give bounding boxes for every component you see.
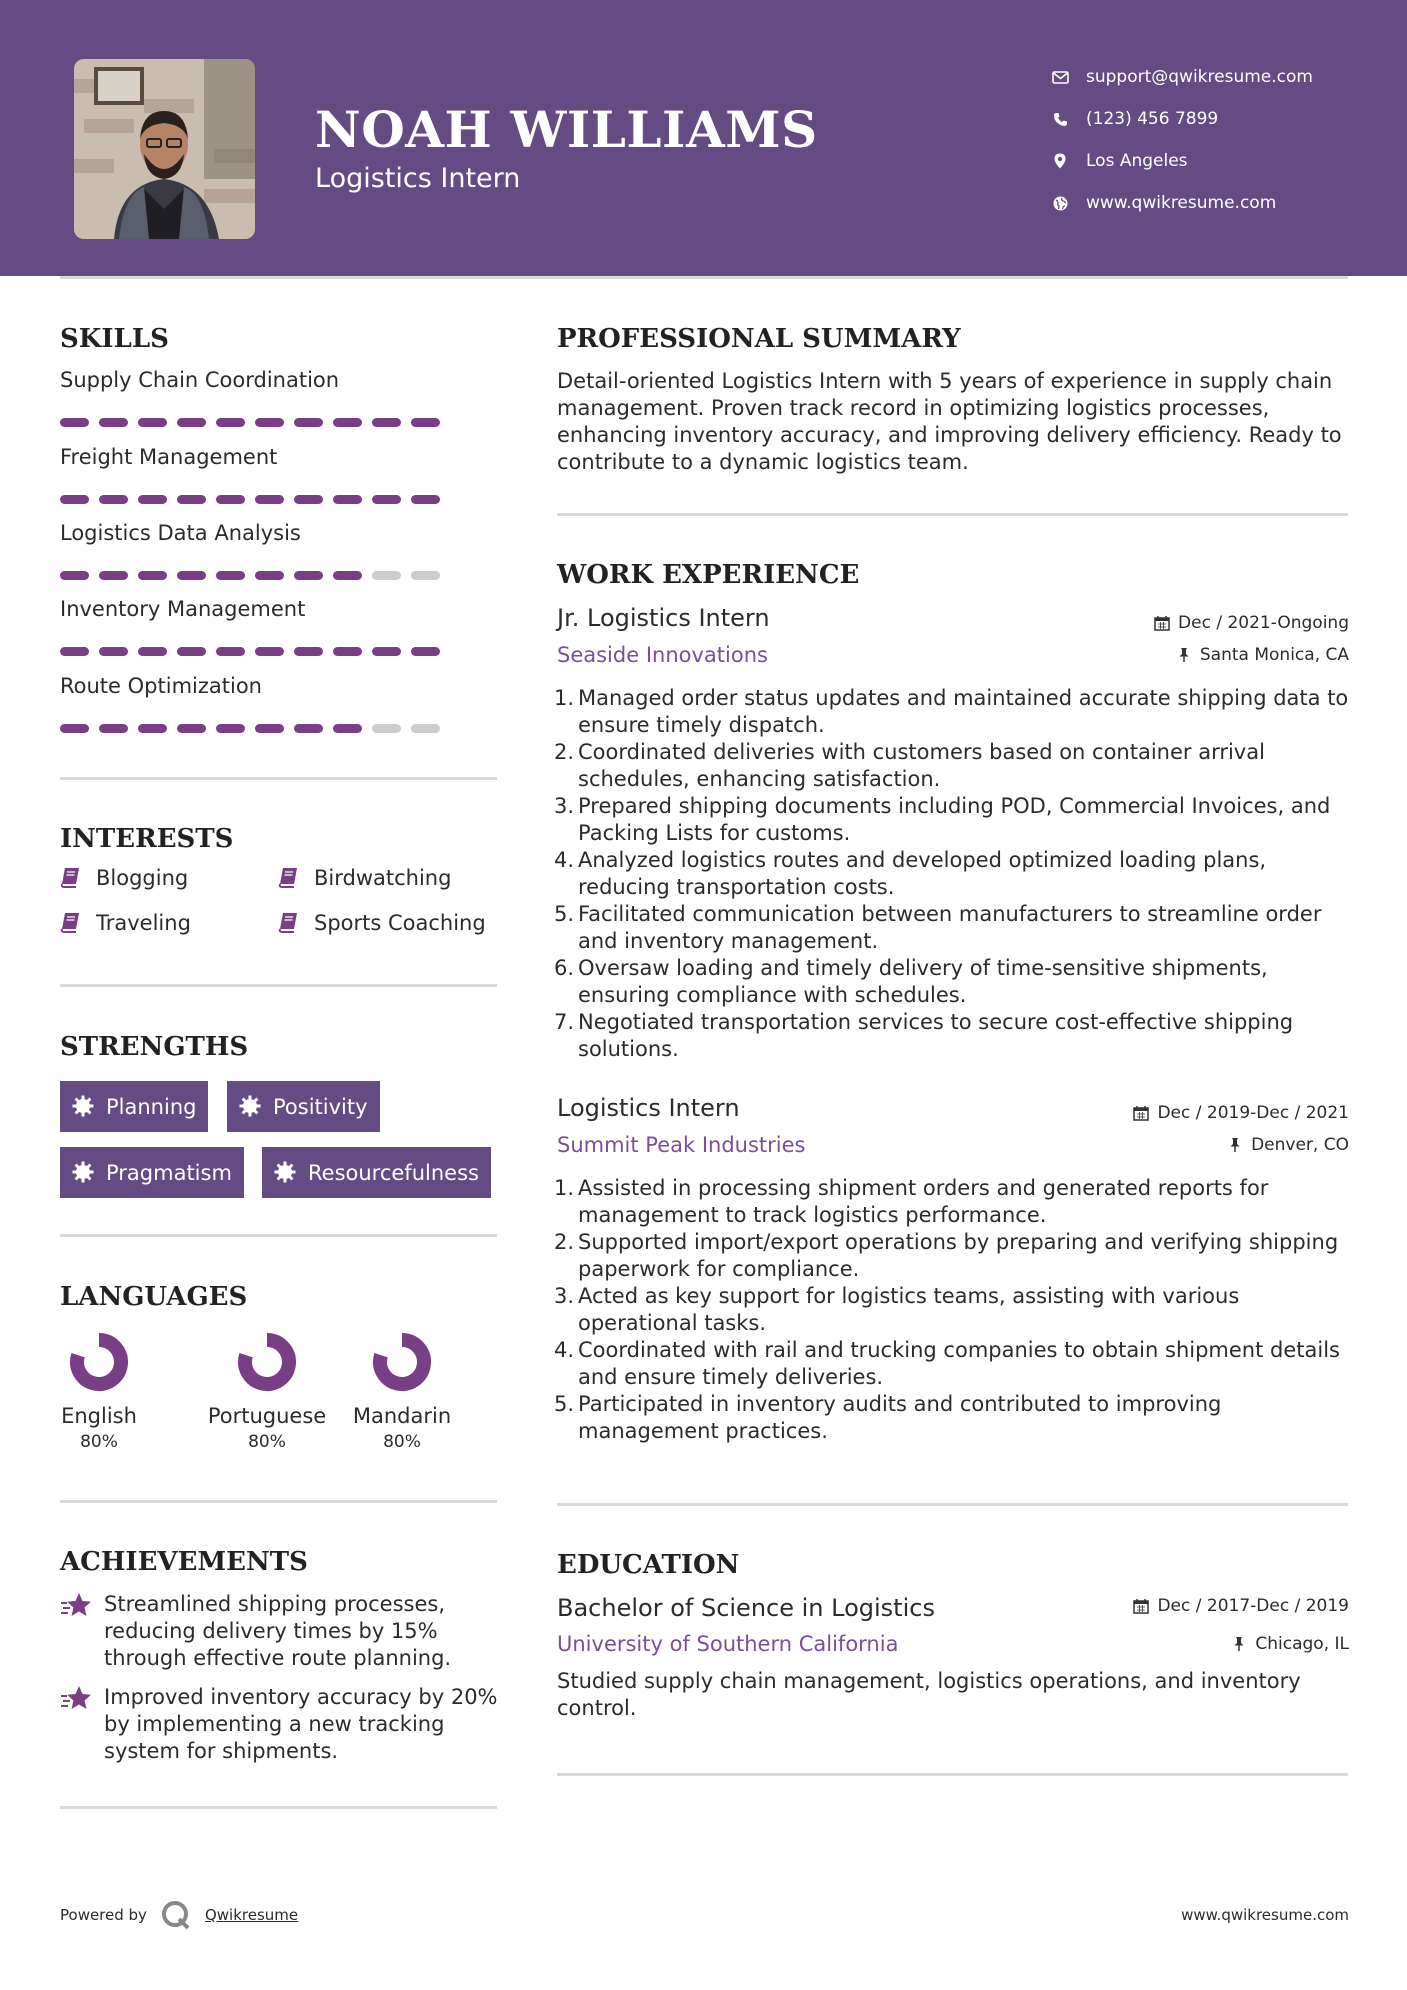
contact-location-text: Los Angeles (1086, 151, 1188, 171)
skill-item (60, 445, 460, 504)
globe-icon (1050, 193, 1070, 213)
skill-name: Logistics Data Analysis (60, 521, 301, 545)
contact-phone[interactable] (1050, 98, 1313, 140)
job-bullet (550, 955, 1350, 1009)
skill-rating (60, 418, 460, 427)
contact-website[interactable] (1050, 182, 1313, 224)
job-date (1154, 613, 1349, 633)
bullet-text: Assisted in processing shipment orders and generated reports for management to track logistics performance. (578, 1176, 1269, 1227)
education-date (1133, 1596, 1349, 1616)
education-location-text: Chicago, IL (1255, 1634, 1349, 1654)
summary-heading: PROFESSIONAL SUMMARY (557, 324, 961, 354)
rating-dash-filled (138, 571, 167, 580)
bullet-number: 4. (553, 1338, 574, 1362)
profile-photo (74, 59, 255, 239)
interest-label: Birdwatching (314, 866, 452, 890)
rating-dash-empty (411, 571, 440, 580)
language-item (332, 1330, 472, 1452)
language-name: Mandarin (352, 1404, 452, 1428)
language-name: Portuguese (207, 1404, 327, 1428)
section-divider (557, 1503, 1348, 1506)
language-item (29, 1330, 169, 1452)
brand-link[interactable]: Qwikresume (204, 1906, 299, 1924)
pushpin-icon (1231, 1636, 1247, 1652)
language-name: English (61, 1404, 137, 1428)
rating-dash-filled (216, 724, 245, 733)
education-location (1231, 1634, 1349, 1654)
footer-powered-by (60, 1900, 298, 1930)
rating-dash-filled (216, 647, 245, 656)
interest-item (60, 866, 188, 890)
rating-dash-filled (294, 724, 323, 733)
star-badge-icon (60, 1684, 92, 1714)
rating-dash-filled (177, 724, 206, 733)
rating-dash-filled (216, 495, 245, 504)
rating-dash-filled (99, 571, 128, 580)
job-bullet (550, 1337, 1350, 1391)
strength-tag (60, 1147, 244, 1198)
achievement-text: Streamlined shipping processes, reducing delivery times by 15% through effective route planning. (104, 1592, 452, 1670)
job-bullet (550, 1175, 1350, 1229)
rating-dash-filled (411, 495, 440, 504)
contact-website-text: www.qwikresume.com (1086, 193, 1277, 213)
strength-tag (60, 1081, 208, 1132)
gear-icon (239, 1095, 263, 1119)
bullet-text: Acted as key support for logistics teams, assisting with various operational tasks. (578, 1284, 1240, 1335)
section-divider (60, 777, 497, 780)
languages-heading: LANGUAGES (60, 1282, 248, 1312)
skill-item (60, 597, 460, 656)
contact-phone-text: (123) 456 7899 (1086, 109, 1219, 129)
interest-item (60, 911, 191, 935)
book-icon (278, 911, 302, 935)
section-divider (60, 1500, 497, 1503)
rating-dash-filled (333, 647, 362, 656)
rating-dash-filled (60, 418, 89, 427)
rating-dash-filled (177, 647, 206, 656)
strength-label: Positivity (273, 1094, 368, 1119)
skill-rating (60, 571, 460, 580)
achievement-item (60, 1684, 500, 1765)
bullet-text: Negotiated transportation services to secure cost-effective shipping solutions. (578, 1010, 1294, 1061)
calendar-icon (1133, 1105, 1149, 1121)
bullet-text: Oversaw loading and timely delivery of time-sensitive shipments, ensuring compliance with schedules. (578, 956, 1268, 1007)
calendar-icon (1133, 1598, 1149, 1614)
school-name: University of Southern California (557, 1632, 899, 1656)
gear-icon (72, 1095, 96, 1119)
rating-dash-filled (99, 418, 128, 427)
star-badge-icon (60, 1591, 92, 1621)
bullet-number: 4. (553, 848, 574, 872)
skill-name: Freight Management (60, 445, 278, 469)
skill-rating (60, 724, 460, 733)
bullet-text: Analyzed logistics routes and developed optimized loading plans, reducing transportation costs. (578, 848, 1267, 899)
language-percent: 80% (80, 1432, 118, 1452)
job-bullet (550, 1391, 1350, 1445)
job-location-text: Denver, CO (1251, 1135, 1349, 1155)
gear-icon (72, 1161, 96, 1185)
rating-dash-filled (99, 495, 128, 504)
rating-dash-empty (372, 571, 401, 580)
envelope-icon (1050, 67, 1070, 87)
contact-email-text: support@qwikresume.com (1086, 67, 1313, 87)
powered-by-label: Powered by (60, 1906, 147, 1924)
rating-dash-filled (60, 571, 89, 580)
interest-label: Sports Coaching (314, 911, 486, 935)
job-date-text: Dec / 2021-Ongoing (1178, 613, 1349, 633)
bullet-number: 1. (553, 1176, 574, 1200)
company-name: Summit Peak Industries (557, 1133, 806, 1157)
achievements-heading: ACHIEVEMENTS (60, 1547, 308, 1577)
strength-label: Resourcefulness (308, 1160, 479, 1185)
bullet-number: 7. (553, 1010, 574, 1034)
rating-dash-filled (294, 495, 323, 504)
bullet-text: Coordinated deliveries with customers based on container arrival schedules, enhancing satisfaction. (578, 740, 1265, 791)
job-date (1133, 1103, 1349, 1123)
rating-dash-filled (99, 724, 128, 733)
achievement-text: Improved inventory accuracy by 20% by implementing a new tracking system for shipments. (104, 1685, 498, 1763)
language-level-ring (370, 1330, 434, 1394)
rating-dash-filled (99, 647, 128, 656)
rating-dash-filled (333, 495, 362, 504)
job-bullets (550, 1175, 1350, 1445)
bullet-number: 1. (553, 686, 574, 710)
skill-rating (60, 495, 460, 504)
section-divider (557, 513, 1348, 516)
job-bullets (550, 685, 1350, 1063)
bullet-number: 2. (553, 1230, 574, 1254)
section-divider (60, 1806, 497, 1809)
rating-dash-filled (177, 571, 206, 580)
interest-item (278, 866, 451, 890)
qwikresume-logo-icon (161, 1900, 191, 1930)
bullet-text: Supported import/export operations by preparing and verifying shipping paperwork for compliance. (578, 1230, 1339, 1281)
job-location (1227, 1135, 1349, 1155)
rating-dash-filled (333, 571, 362, 580)
interests-heading: INTERESTS (60, 824, 234, 854)
pushpin-icon (1227, 1137, 1243, 1153)
skill-item (60, 674, 460, 733)
bullet-number: 5. (553, 902, 574, 926)
rating-dash-empty (372, 724, 401, 733)
language-level-ring (235, 1330, 299, 1394)
job-bullet (550, 901, 1350, 955)
job-bullet (550, 1009, 1350, 1063)
bullet-number: 3. (553, 1284, 574, 1308)
rating-dash-filled (294, 418, 323, 427)
skill-name: Supply Chain Coordination (60, 368, 340, 392)
skill-rating (60, 647, 460, 656)
rating-dash-filled (294, 647, 323, 656)
skills-heading: SKILLS (60, 324, 169, 354)
rating-dash-filled (411, 647, 440, 656)
job-bullet (550, 1283, 1350, 1337)
bullet-text: Participated in inventory audits and contributed to improving management practices. (578, 1392, 1222, 1443)
contact-list (1050, 56, 1313, 224)
job-title: Logistics Intern (557, 1094, 740, 1122)
calendar-icon (1154, 615, 1170, 631)
language-percent: 80% (248, 1432, 286, 1452)
section-divider (60, 984, 497, 987)
summary-text: Detail-oriented Logistics Intern with 5 years of experience in supply chain management. Proven track record in optimizing logistics processes, enhancing inventory accuracy, and improving delivery efficiency. Ready to contribute to a dynamic logistics team. (557, 369, 1342, 474)
strength-tag (227, 1081, 380, 1132)
contact-location (1050, 140, 1313, 182)
job-date-text: Dec / 2019-Dec / 2021 (1157, 1103, 1349, 1123)
rating-dash-filled (294, 571, 323, 580)
job-bullet (550, 847, 1350, 901)
strengths-heading: STRENGTHS (60, 1032, 249, 1062)
book-icon (60, 911, 84, 935)
education-heading: EDUCATION (557, 1550, 740, 1580)
skill-name: Route Optimization (60, 674, 262, 698)
language-level-arc (380, 1340, 424, 1384)
rating-dash-filled (60, 647, 89, 656)
rating-dash-filled (333, 418, 362, 427)
location-pin-icon (1050, 151, 1070, 171)
job-title: Jr. Logistics Intern (557, 604, 770, 632)
section-divider (557, 1773, 1348, 1776)
achievement-item (60, 1591, 500, 1672)
education-date-text: Dec / 2017-Dec / 2019 (1157, 1596, 1349, 1616)
bullet-text: Prepared shipping documents including POD, Commercial Invoices, and Packing Lists for customs. (578, 794, 1331, 845)
book-icon (60, 866, 84, 890)
language-item (197, 1330, 337, 1452)
job-bullet (550, 685, 1350, 739)
resume-header (0, 0, 1407, 276)
skill-item (60, 521, 460, 580)
language-level-arc (77, 1340, 121, 1384)
rating-dash-filled (372, 495, 401, 504)
rating-dash-filled (177, 495, 206, 504)
interest-item (278, 911, 486, 935)
strength-label: Pragmatism (106, 1160, 232, 1185)
rating-dash-filled (216, 418, 245, 427)
bullet-number: 2. (553, 740, 574, 764)
rating-dash-filled (138, 724, 167, 733)
language-percent: 80% (383, 1432, 421, 1452)
experience-heading: WORK EXPERIENCE (557, 560, 860, 590)
bullet-text: Facilitated communication between manufacturers to streamline order and inventory management. (578, 902, 1322, 953)
rating-dash-filled (60, 724, 89, 733)
rating-dash-empty (411, 724, 440, 733)
gear-icon (274, 1161, 298, 1185)
rating-dash-filled (255, 495, 284, 504)
strength-label: Planning (106, 1094, 197, 1119)
rating-dash-filled (177, 418, 206, 427)
rating-dash-filled (255, 724, 284, 733)
bullet-number: 3. (553, 794, 574, 818)
education-text: Studied supply chain management, logistics operations, and inventory control. (557, 1669, 1301, 1720)
strength-tag (262, 1147, 491, 1198)
bullet-text: Coordinated with rail and trucking companies to obtain shipment details and ensure timely deliveries. (578, 1338, 1340, 1389)
pushpin-icon (1176, 647, 1192, 663)
book-icon (278, 866, 302, 890)
candidate-title: Logistics Intern (315, 163, 521, 194)
language-level-ring (67, 1330, 131, 1394)
phone-icon (1050, 109, 1070, 129)
interest-label: Blogging (96, 866, 189, 890)
bullet-number: 5. (553, 1392, 574, 1416)
rating-dash-filled (255, 647, 284, 656)
bullet-text: Managed order status updates and maintained accurate shipping data to ensure timely dispatch. (578, 686, 1349, 737)
footer-url[interactable]: www.qwikresume.com (1181, 1906, 1349, 1924)
header-divider (60, 276, 1348, 279)
rating-dash-filled (255, 418, 284, 427)
degree-title: Bachelor of Science in Logistics (557, 1594, 935, 1622)
skill-item (60, 368, 460, 427)
job-bullet (550, 739, 1350, 793)
company-name: Seaside Innovations (557, 643, 768, 667)
rating-dash-filled (411, 418, 440, 427)
language-level-arc (245, 1340, 289, 1384)
skill-name: Inventory Management (60, 597, 306, 621)
job-location-text: Santa Monica, CA (1199, 645, 1349, 665)
job-bullet (550, 793, 1350, 847)
rating-dash-filled (333, 724, 362, 733)
rating-dash-filled (138, 495, 167, 504)
bullet-number: 6. (553, 956, 574, 980)
rating-dash-filled (372, 647, 401, 656)
rating-dash-filled (138, 418, 167, 427)
job-location (1176, 645, 1349, 665)
contact-email[interactable] (1050, 56, 1313, 98)
rating-dash-filled (216, 571, 245, 580)
candidate-name: NOAH WILLIAMS (315, 100, 818, 159)
job-bullet (550, 1229, 1350, 1283)
rating-dash-filled (255, 571, 284, 580)
rating-dash-filled (60, 495, 89, 504)
rating-dash-filled (372, 418, 401, 427)
interest-label: Traveling (96, 911, 191, 935)
rating-dash-filled (138, 647, 167, 656)
section-divider (60, 1234, 497, 1237)
